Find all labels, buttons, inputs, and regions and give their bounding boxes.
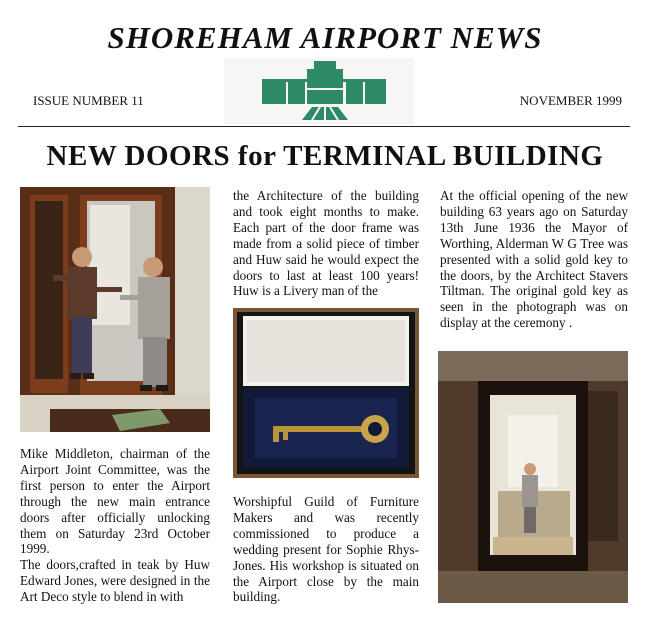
newspaper-title: SHOREHAM AIRPORT NEWS — [107, 20, 543, 55]
article-column-2-bottom — [233, 494, 419, 605]
issue-number: ISSUE NUMBER 11 — [33, 93, 144, 108]
article-paragraph: Mike Middleton, chairman of the Airport Joint Committee, was the first person to enter the Airport through the new main entrance doors after officially unlocking them on Saturday 23rd October 1999. — [20, 446, 210, 557]
article-paragraph: At the official opening of the new building 63 years ago on Saturday 13th June 1936 the Mayor of Worthing, Alderman W G Tree was presented with a solid gold key to the doors, by the Architect Stavers Tiltman. The original gold key as seen in the photograph was on display at the ceremony . — [440, 188, 628, 331]
photo-gold-key — [233, 308, 419, 478]
article-column-2-top — [233, 188, 419, 299]
terminal-logo-icon — [224, 58, 414, 124]
photo-doors-opening — [20, 187, 210, 432]
article-paragraph: the Architecture of the building and took eight months to make. Each part of the door frame was made from a solid piece of timber and Huw said he would expect the doors to last at least 100 years! Huw is a Livery man of the — [233, 188, 419, 299]
photo-terminal-interior — [438, 351, 628, 603]
article-column-3 — [440, 188, 628, 331]
issue-date: NOVEMBER 1999 — [519, 93, 622, 108]
article-paragraph: Worshipful Guild of Furniture Makers and was recently commissioned to produce a wedding present for Sophie Rhys-Jones. His workshop is situated on the Airport close by the main building. — [233, 494, 419, 605]
airport-logo — [224, 58, 414, 124]
article-paragraph: The doors,crafted in teak by Huw Edward Jones, were designed in the Art Deco style to blend in with — [20, 557, 210, 605]
article-headline: NEW DOORS for TERMINAL BUILDING — [46, 140, 604, 172]
article-column-1 — [20, 446, 210, 605]
header-divider — [18, 126, 630, 127]
